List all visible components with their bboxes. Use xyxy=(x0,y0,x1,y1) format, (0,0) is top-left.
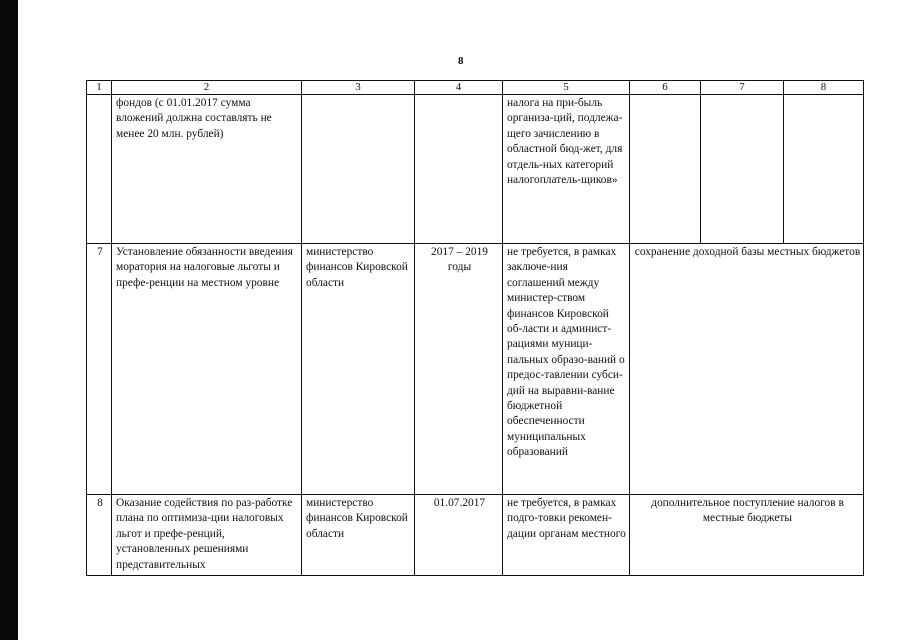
mechanism-cell: налога на при-быль организа-ций, подлежа-щего зачислению в областной бюд-жет, для отдель-ных категорий налогоплатель-щиков» xyxy=(503,95,630,244)
table-row xyxy=(87,244,864,495)
header-cell: 6 xyxy=(630,81,701,95)
page-number: 8 xyxy=(458,55,464,67)
mechanism-cell: не требуется, в рамках заключе-ния соглашений между министер-ством финансов Кировской об-ласти и админист-рациями муници-пальных образо-ваний о предос-тавлении субси-дий на выравни-вание бюджетной обеспеченности муниципальных образований xyxy=(503,244,630,495)
result-cell: дополнительное поступление налогов в местные бюджеты xyxy=(630,495,864,576)
header-cell: 2 xyxy=(112,81,302,95)
executor-cell xyxy=(302,95,415,244)
header-cell: 8 xyxy=(784,81,864,95)
mechanism-cell: не требуется, в рамках подго-товки рекомен-дации органам местного xyxy=(503,495,630,576)
term-cell xyxy=(415,95,503,244)
term-cell: 2017 – 2019 годы xyxy=(415,244,503,495)
row-number xyxy=(87,95,112,244)
table-row xyxy=(87,95,864,244)
col8-cell xyxy=(784,95,864,244)
row-number: 7 xyxy=(87,244,112,495)
table-header-row xyxy=(87,81,864,95)
scan-edge-bar xyxy=(0,0,18,640)
table-row xyxy=(87,495,864,576)
col7-cell xyxy=(701,95,784,244)
executor-cell: министерство финансов Кировской области xyxy=(302,244,415,495)
executor-cell: министерство финансов Кировской области xyxy=(302,495,415,576)
result-cell: сохранение доходной базы местных бюджетов xyxy=(630,244,864,495)
col6-cell xyxy=(630,95,701,244)
measures-table xyxy=(86,80,864,576)
measure-cell: фондов (с 01.01.2017 сумма вложений должна составлять не менее 20 млн. рублей) xyxy=(112,95,302,244)
measure-cell: Установление обязанности введения моратория на налоговые льготы и префе-ренции на местном уровне xyxy=(112,244,302,495)
header-cell: 3 xyxy=(302,81,415,95)
measure-cell: Оказание содействия по раз-работке плана по оптимиза-ции налоговых льгот и префе-ренций, установленных решениями представительных xyxy=(112,495,302,576)
header-cell: 7 xyxy=(701,81,784,95)
row-number: 8 xyxy=(87,495,112,576)
header-cell: 4 xyxy=(415,81,503,95)
header-cell: 5 xyxy=(503,81,630,95)
term-cell: 01.07.2017 xyxy=(415,495,503,576)
header-cell: 1 xyxy=(87,81,112,95)
